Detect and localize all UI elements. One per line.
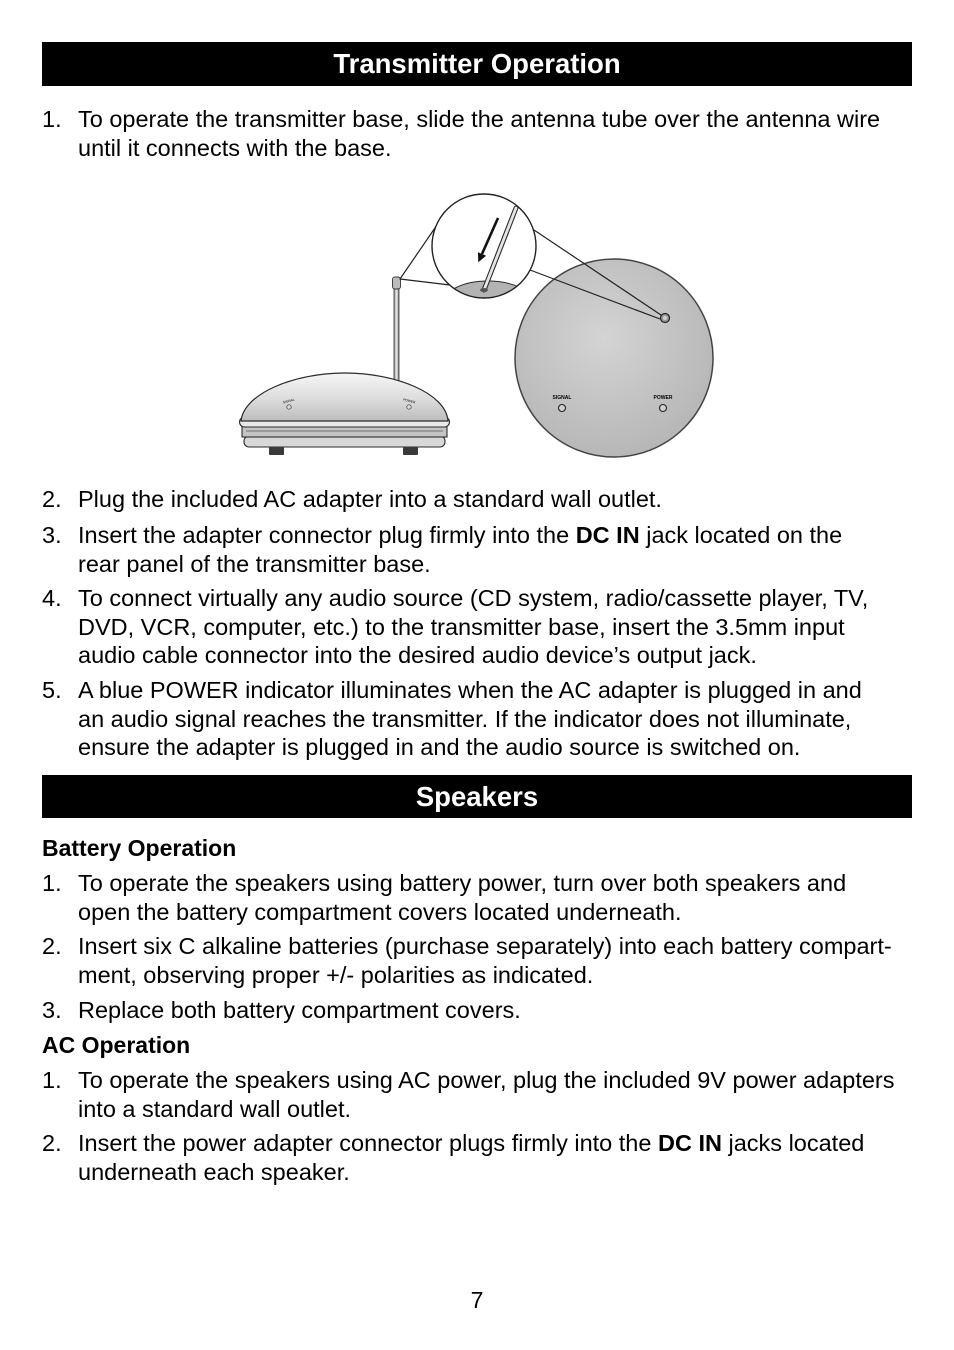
item-number: 1.	[42, 870, 62, 896]
item-number: 3.	[42, 997, 62, 1023]
section-heading-transmitter: Transmitter Operation	[42, 42, 912, 86]
list-item	[42, 521, 912, 578]
list-item	[42, 1129, 912, 1186]
item-number: 2.	[42, 1130, 62, 1156]
list-item	[42, 485, 912, 514]
signal-led	[559, 405, 566, 412]
item-text	[78, 932, 912, 989]
foot	[403, 447, 418, 455]
item-text-line: To operate the speakers using battery power, turn over both speakers and	[78, 870, 847, 896]
list-item	[42, 1066, 912, 1123]
item-text-line: To operate the speakers using AC power, plug the included 9V power adapters	[78, 1067, 895, 1093]
section-heading-speakers: Speakers	[42, 775, 912, 818]
list-item	[42, 105, 912, 162]
item-number: 3.	[42, 522, 62, 548]
dome-power-led	[407, 405, 411, 409]
dome-signal-label: SIGNAL	[282, 397, 296, 405]
item-text	[78, 105, 912, 162]
antenna	[393, 277, 401, 387]
item-number: 2.	[42, 933, 62, 959]
antenna-zoom-callout	[400, 194, 536, 323]
item-text-line: open the battery compartment covers located underneath.	[78, 898, 682, 925]
transmitter-base	[240, 373, 450, 455]
transmitter-illustration	[230, 180, 725, 465]
list-item	[42, 996, 912, 1025]
item-text	[78, 485, 912, 514]
rear-panel-closeup	[515, 259, 713, 457]
item-text-line: Replace both battery compartment covers.	[78, 997, 521, 1023]
item-text	[78, 676, 912, 762]
item-text-line: an audio signal reaches the transmitter. If the indicator does not illuminate,	[78, 705, 852, 732]
item-text	[78, 521, 912, 578]
power-led	[660, 405, 667, 412]
subheading-battery-operation: Battery Operation	[42, 835, 237, 861]
text-segment: Insert the adapter connector plug firmly into the	[78, 522, 576, 548]
item-text-line: To operate the transmitter base, slide the antenna tube over the antenna wire	[78, 106, 881, 132]
list-item	[42, 869, 912, 926]
dome-closeup	[444, 281, 532, 323]
item-text-line: ensure the adapter is plugged in and the audio source is switched on.	[78, 734, 801, 760]
subheading-ac-operation: AC Operation	[42, 1032, 191, 1058]
text-segment: jacks located	[721, 1130, 865, 1156]
dome	[241, 373, 448, 421]
item-text-line: Plug the included AC adapter into a standard wall outlet.	[78, 486, 662, 512]
item-text-line: DVD, VCR, computer, etc.) to the transmitter base, insert the 3.5mm input	[78, 613, 845, 640]
dc-in-bold: DC IN	[575, 522, 640, 548]
item-text	[78, 1066, 912, 1123]
item-text	[78, 996, 912, 1025]
item-text	[78, 584, 912, 670]
item-number: 2.	[42, 486, 62, 512]
item-number: 5.	[42, 677, 62, 703]
dome-signal-led	[287, 405, 291, 409]
item-text-line	[78, 1129, 912, 1158]
item-text	[78, 1129, 912, 1186]
item-text-line	[78, 521, 912, 550]
item-text-line: rear panel of the transmitter base.	[78, 550, 431, 577]
list-item	[42, 676, 912, 762]
text-segment: Insert the power adapter connector plugs firmly into the	[78, 1130, 658, 1156]
item-text-line: ment, observing proper +/- polarities as indicated.	[78, 961, 594, 988]
list-item	[42, 584, 912, 670]
item-number: 4.	[42, 585, 62, 611]
item-text-line: audio cable connector into the desired audio device’s output jack.	[78, 642, 757, 668]
power-label: POWER	[653, 395, 673, 401]
text-segment: jack located on the	[639, 522, 843, 548]
page-number: 7	[470, 1287, 484, 1313]
item-text-line: into a standard wall outlet.	[78, 1095, 352, 1122]
item-text	[78, 869, 912, 926]
list-item	[42, 932, 912, 989]
dc-in-bold: DC IN	[657, 1130, 722, 1156]
item-text-line: underneath each speaker.	[78, 1158, 350, 1185]
item-text-line: To connect virtually any audio source (CD system, radio/cassette player, TV,	[78, 585, 869, 611]
item-text-line: Insert six C alkaline batteries (purchase separately) into each battery compart-	[78, 933, 892, 959]
dome-power-label: POWER	[402, 397, 416, 405]
item-number: 1.	[42, 106, 62, 132]
signal-label: SIGNAL	[552, 395, 572, 401]
item-text-line: until it connects with the base.	[78, 134, 392, 161]
foot	[269, 447, 284, 455]
item-text-line: A blue POWER indicator illuminates when the AC adapter is plugged in and	[78, 677, 862, 703]
item-number: 1.	[42, 1067, 62, 1093]
